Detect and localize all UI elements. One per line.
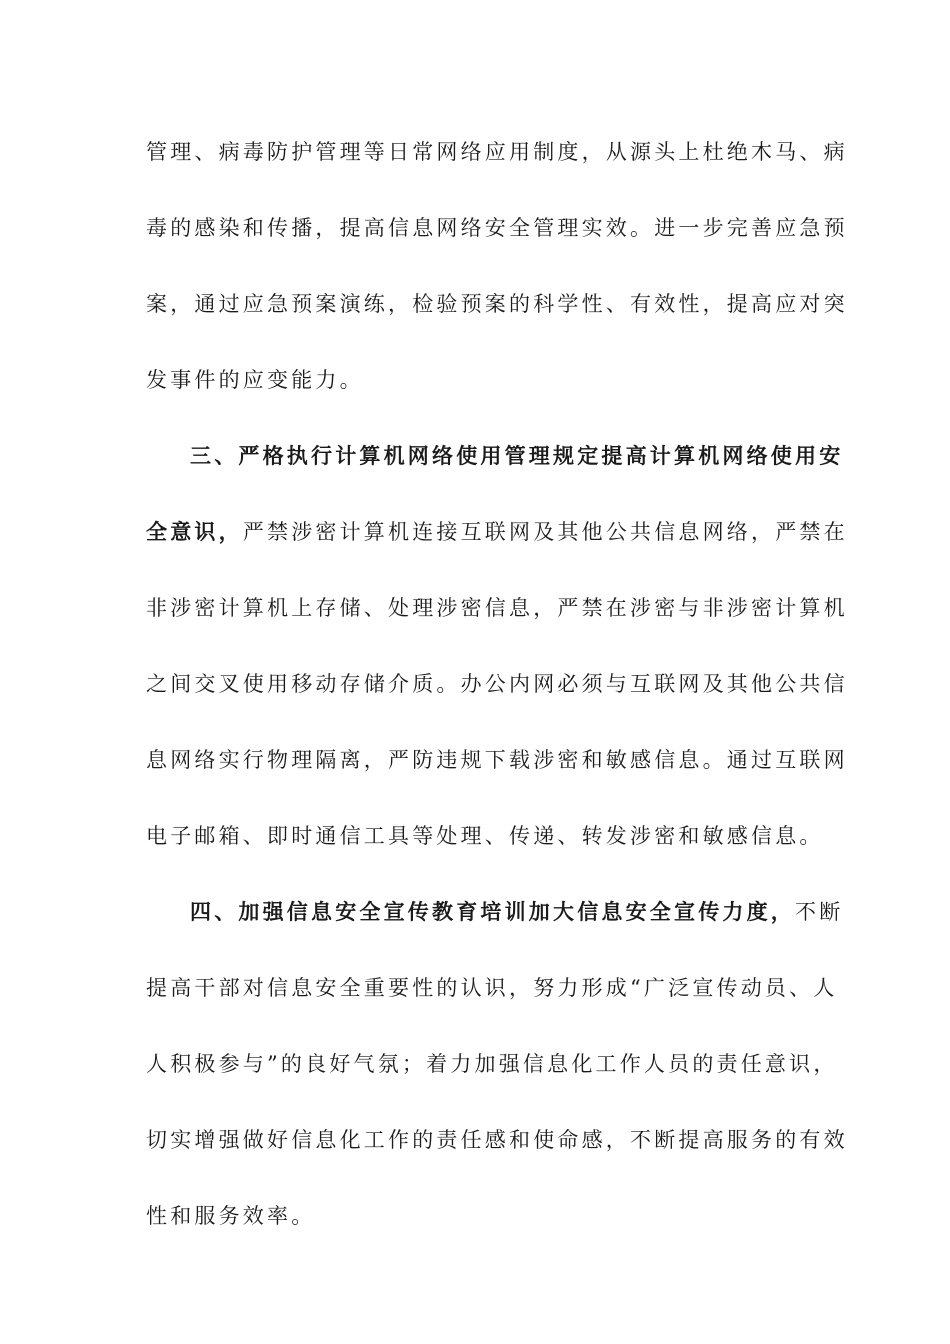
text-line: 切实增强做好信息化工作的责任感和使命感，不断提高服务的有效 <box>146 1128 848 1152</box>
paragraph-3 <box>146 888 848 1268</box>
text-span: 严禁涉密计算机连接互联网及其他公共信息网络，严禁在 <box>242 520 848 544</box>
paragraph-1 <box>146 128 848 432</box>
section-heading-4: 四、加强信息安全宣传教育培训加大信息安全宣传力度， <box>190 899 795 924</box>
text-line: 毒的感染和传播，提高信息网络安全管理实效。进一步完善应急预 <box>146 216 848 240</box>
paragraph-2 <box>146 432 848 888</box>
document-body <box>146 128 848 1268</box>
text-line: 管理、病毒防护管理等日常网络应用制度，从源头上杜绝木马、病 <box>146 140 848 164</box>
text-line: 性和服务效率。 <box>146 1204 316 1228</box>
text-line <box>146 888 844 964</box>
section-heading-3: 三、严格执行计算机网络使用管理规定提高计算机网络使用安 <box>190 443 844 468</box>
text-line: 非涉密计算机上存储、处理涉密信息，严禁在涉密与非涉密计算机 <box>146 596 848 620</box>
text-line: 提高干部对信息安全重要性的认识，努力形成“广泛宣传动员、人 <box>146 976 838 1000</box>
text-line: 电子邮箱、即时通信工具等处理、传递、转发涉密和敏感信息。 <box>146 824 824 848</box>
text-span: 不断 <box>795 900 844 924</box>
text-line: 息网络实行物理隔离，严防违规下载涉密和敏感信息。通过互联网 <box>146 748 848 772</box>
section-heading-3-end: 全意识， <box>146 519 243 544</box>
text-line: 之间交叉使用移动存储介质。办公内网必须与互联网及其他公共信 <box>146 672 848 696</box>
text-line: 人积极参与”的良好气氛；着力加强信息化工作人员的责任意识， <box>146 1052 838 1076</box>
text-line: 案，通过应急预案演练，检验预案的科学性、有效性，提高应对突 <box>146 292 848 316</box>
text-line <box>146 508 848 584</box>
text-line: 发事件的应变能力。 <box>146 368 364 392</box>
